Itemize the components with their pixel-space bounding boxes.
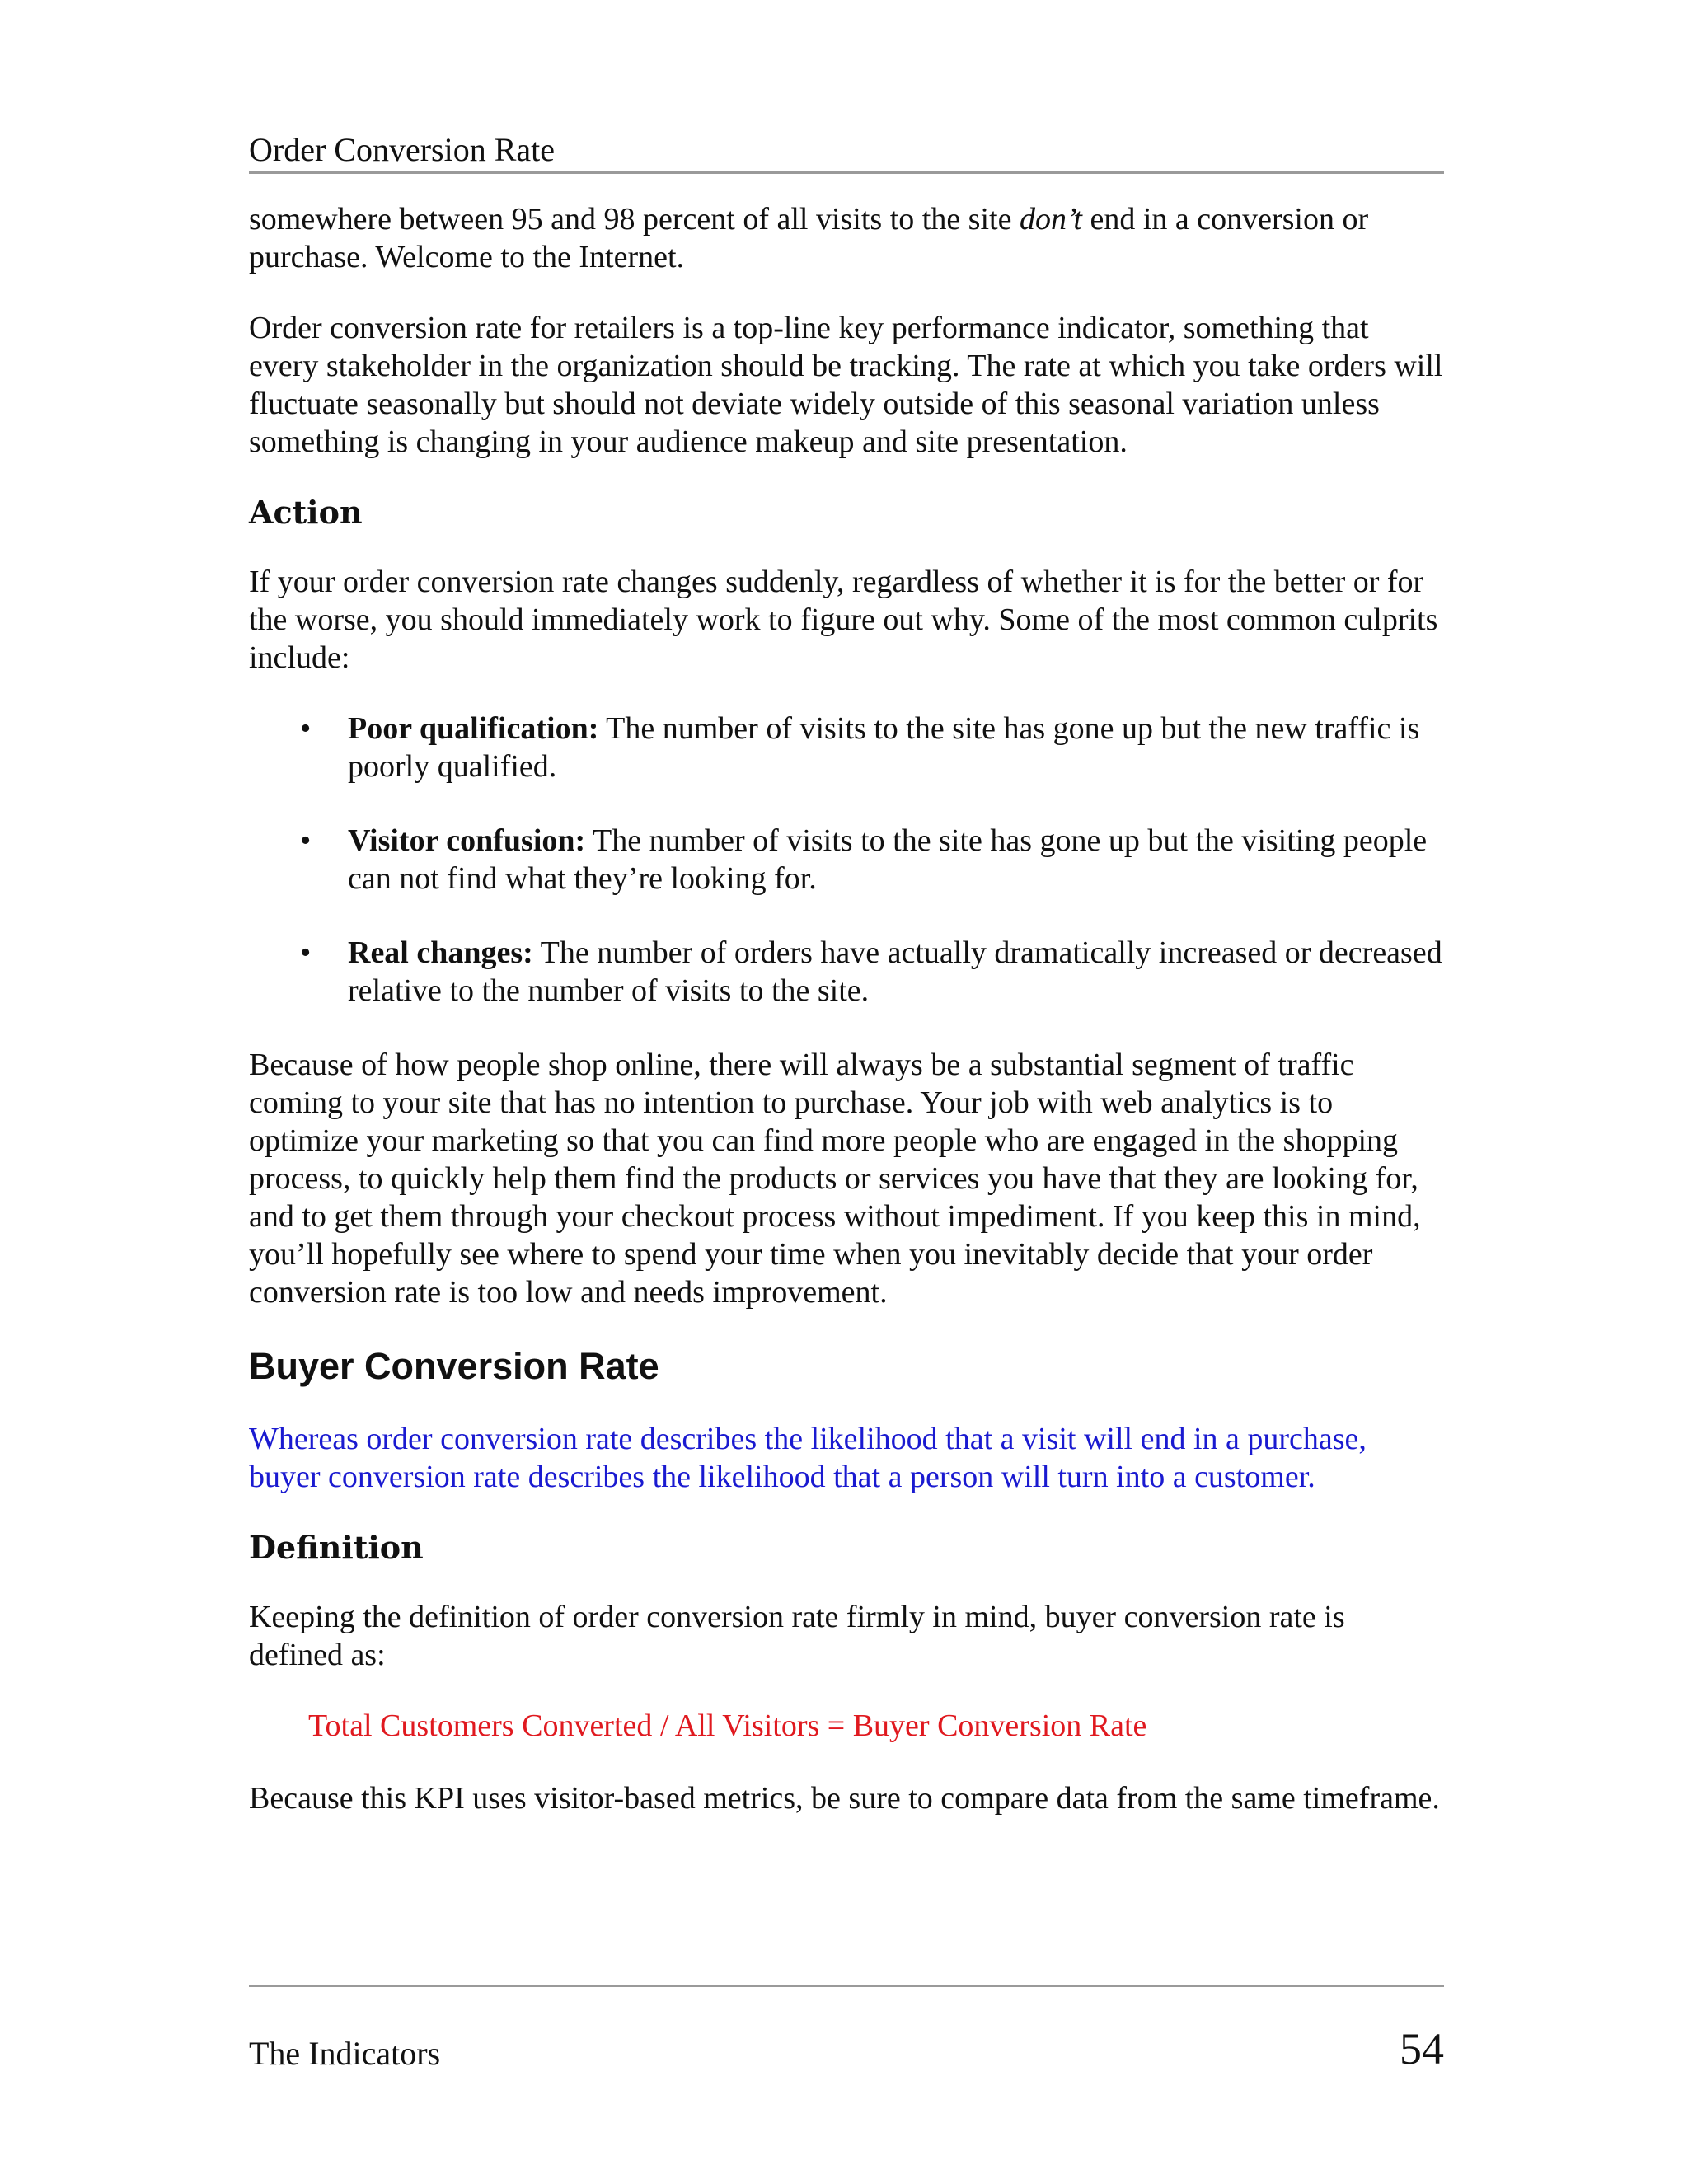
list-item <box>249 822 1444 898</box>
heading-action: Action <box>249 494 363 531</box>
list-item-term: Real changes: <box>348 935 533 970</box>
formula: Total Customers Converted / All Visitors = Buyer Conversion Rate <box>308 1708 1147 1743</box>
heading-buyer-conversion-rate: Buyer Conversion Rate <box>249 1345 659 1387</box>
culprits-list <box>249 710 1444 1010</box>
paragraph-kpi: Order conversion rate for retailers is a top-line key performance indicator, something that every stakeholder in the organization should be tracking. The rate at which you take orders will fluctuate seasonally but should not deviate widely outside of this seasonal variation unless something is changing in your audience makeup and site presentation. <box>249 311 1443 459</box>
header-rule <box>249 171 1444 174</box>
paragraph-timeframe: Because this KPI uses visitor-based metrics, be sure to compare data from the same timeframe. <box>249 1781 1440 1816</box>
paragraph-summary-blue: Whereas order conversion rate describes the likelihood that a visit will end in a purchase, buyer conversion rate describes the likelihood that a person will turn into a customer. <box>249 1422 1367 1494</box>
list-item-text: The number of visits to the site has gone up but the visiting people can not find what they’re looking for. <box>348 823 1428 896</box>
list-item <box>249 710 1444 785</box>
paragraph-definition: Keeping the definition of order conversion rate firmly in mind, buyer conversion rate is defined as: <box>249 1600 1345 1672</box>
page-number: 54 <box>1400 2024 1444 2074</box>
paragraph-intro-start: somewhere between 95 and 98 percent of all visits to the site <box>249 202 1020 237</box>
footer-row <box>249 2025 1444 2073</box>
page-footer <box>249 1985 1444 2073</box>
bullet-marker: • <box>300 711 312 746</box>
list-item-term: Visitor confusion: <box>348 823 586 858</box>
bullet-marker: • <box>300 935 312 970</box>
list-item-text: The number of visits to the site has gone up but the new traffic is poorly qualified. <box>348 711 1420 784</box>
page-content <box>249 200 1444 1817</box>
heading-definition: Definition <box>249 1529 424 1566</box>
bullet-marker: • <box>300 823 312 858</box>
emphasis-dont: don’t <box>1019 202 1082 237</box>
document-page <box>249 124 1444 2102</box>
footer-chapter-title: The Indicators <box>249 2035 441 2072</box>
list-item-term: Poor qualification: <box>348 711 599 746</box>
footer-rule <box>249 1985 1444 1987</box>
running-header: Order Conversion Rate <box>249 131 556 168</box>
paragraph-intro <box>249 200 1444 276</box>
paragraph-intro-end: end in a conversion or purchase. Welcome to the Internet. <box>249 202 1369 274</box>
list-item-text: The number of orders have actually dramatically increased or decreased relative to the number of visits to the site. <box>348 935 1442 1008</box>
paragraph-action: If your order conversion rate changes suddenly, regardless of whether it is for the better or for the worse, you should immediately work to figure out why. Some of the most common culprits include: <box>249 565 1438 675</box>
list-item <box>249 934 1444 1010</box>
paragraph-shopping: Because of how people shop online, there will always be a substantial segment of traffic coming to your site that has no intention to purchase. Your job with web analytics is to optimize your marketing so that you can find more people who are engaged in the shopping process, to quickly help them find the products or services you have that they are looking for, and to get them through your checkout process without impediment. If you keep this in mind, you’ll hopefully see where to spend your time when you inevitably decide that your order conversion rate is too low and needs improvement. <box>249 1047 1421 1310</box>
